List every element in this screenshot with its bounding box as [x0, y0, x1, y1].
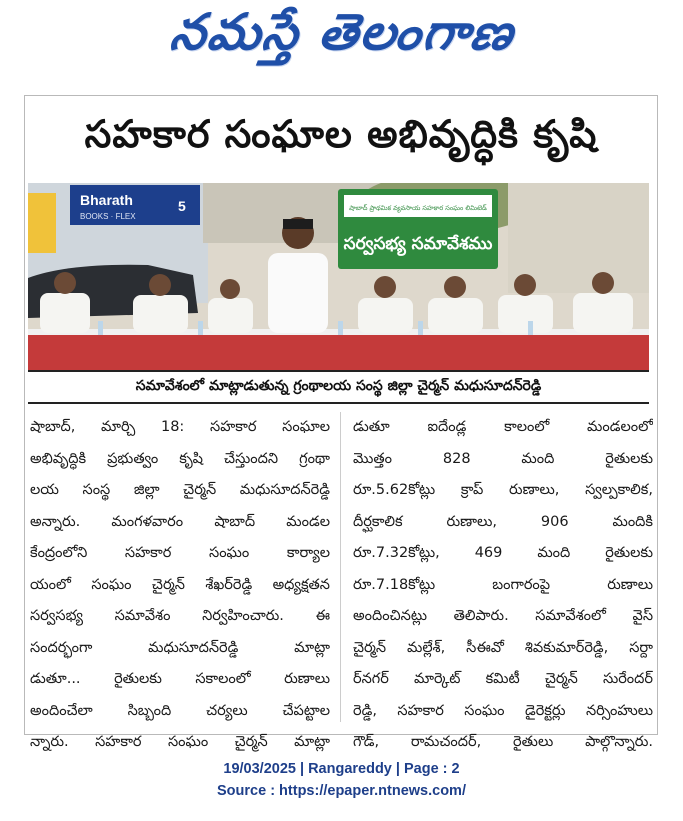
- body-line: అన్నారు. మంగళవారం షాబాద్ మండల: [30, 513, 330, 530]
- footer-source-link[interactable]: Source : https://epaper.ntnews.com/: [217, 783, 466, 799]
- body-line: సర్వసభ్య సమావేశం నిర్వహించారు. ఈ: [30, 608, 330, 624]
- masthead-title: నమస్తే తెలంగాణ: [166, 2, 519, 61]
- red-table-cloth: [28, 333, 649, 370]
- body-line: ర్‌నగర్ మార్కెట్ కమిటీ చైర్మన్ సురేందర్: [353, 671, 653, 687]
- body-line: అభివృద్ధికి ప్రభుత్వం కృషి చేస్తుందని గ్రంథా: [30, 450, 330, 467]
- body-line: అందించేలా సిబ్బంది చర్యలు చేపట్టాల: [30, 702, 330, 719]
- newspaper-masthead: [0, 2, 683, 70]
- body-line: గౌడ్, రామచందర్, రైతులు పాల్గొన్నారు.: [353, 734, 653, 750]
- body-line: కేంద్రంలోని సహకార సంఘం కార్యాల: [30, 545, 330, 561]
- photo-caption: [28, 370, 649, 404]
- body-line: న్నారు. సహకార సంఘం చైర్మన్ మాట్లా: [30, 734, 330, 750]
- body-line: రూ.7.32కోట్లు, 469 మంది రైతులకు: [353, 545, 653, 561]
- body-line: సందర్భంగా మధుసూదన్‌రెడ్డి మాట్లా: [30, 639, 330, 656]
- body-line: రూ.5.62కోట్లు క్రాప్ రుణాలు, స్వల్పకాలిక,: [353, 482, 653, 498]
- caption-text: సమావేశంలో మాట్లాడుతున్న గ్రంథాలయ సంస్థ జిల్లా చైర్మన్ మధుసూదన్‌రెడ్డి: [135, 377, 542, 394]
- body-line: రెడ్డి, సహకార సంఘం డైరెక్టర్లు నర్సింహులు: [353, 702, 653, 719]
- column-divider: [340, 412, 341, 722]
- shop-sign-text: Bharath: [80, 192, 133, 208]
- body-line: దీర్ఘకాలిక రుణాలు, 906 మందికి: [353, 513, 653, 530]
- article-photo: [28, 183, 649, 370]
- standing-speaker: [268, 253, 328, 333]
- shop-sign-number: 5: [178, 198, 186, 214]
- body-line: చైర్మన్ మల్లేశ్, సీఈవో శివకుమార్‌రెడ్డి, సర్దా: [353, 639, 653, 656]
- meeting-photo-illustration: [28, 183, 649, 370]
- body-line: షాబాద్, మార్చి 18: సహకార సంఘాల: [30, 419, 330, 435]
- banner-line1: షాబాద్ ప్రాథమిక వ్యవసాయ సహకార సంఘం లిమిటెడ్: [349, 204, 487, 212]
- headline-text: సహకార సంఘాల అభివృద్ధికి కృషి: [84, 112, 598, 156]
- clipping-footer: [0, 758, 683, 802]
- article-headline: [24, 108, 658, 170]
- body-line: డుతూ ఐదేండ్ల కాలంలో మండలంలో: [353, 419, 653, 435]
- footer-date-edition: 19/03/2025 | Rangareddy | Page : 2: [223, 761, 460, 777]
- body-line: డుతూ... రైతులకు సకాలంలో రుణాలు: [30, 671, 330, 687]
- body-line: లయ సంస్థ జిల్లా చైర్మన్ మధుసూదన్‌రెడ్డి: [30, 482, 330, 498]
- article-body: [30, 412, 653, 750]
- banner-line2: సర్వసభ్య సమావేశము: [343, 234, 493, 254]
- body-line: అందించినట్లు తెలిపారు. సమావేశంలో వైస్: [353, 608, 653, 624]
- body-line: రూ.7.18కోట్లు బంగారంపై రుణాలు: [353, 576, 653, 593]
- article-column-left: [30, 412, 330, 759]
- shop-sign-subtext: BOOKS · FLEX: [80, 212, 136, 221]
- article-column-right: [353, 412, 653, 759]
- body-line: మొత్తం 828 మంది రైతులకు: [353, 450, 653, 467]
- body-line: యంలో సంఘం చైర్మన్ శేఖర్‌రెడ్డి అధ్యక్షతన: [30, 576, 330, 593]
